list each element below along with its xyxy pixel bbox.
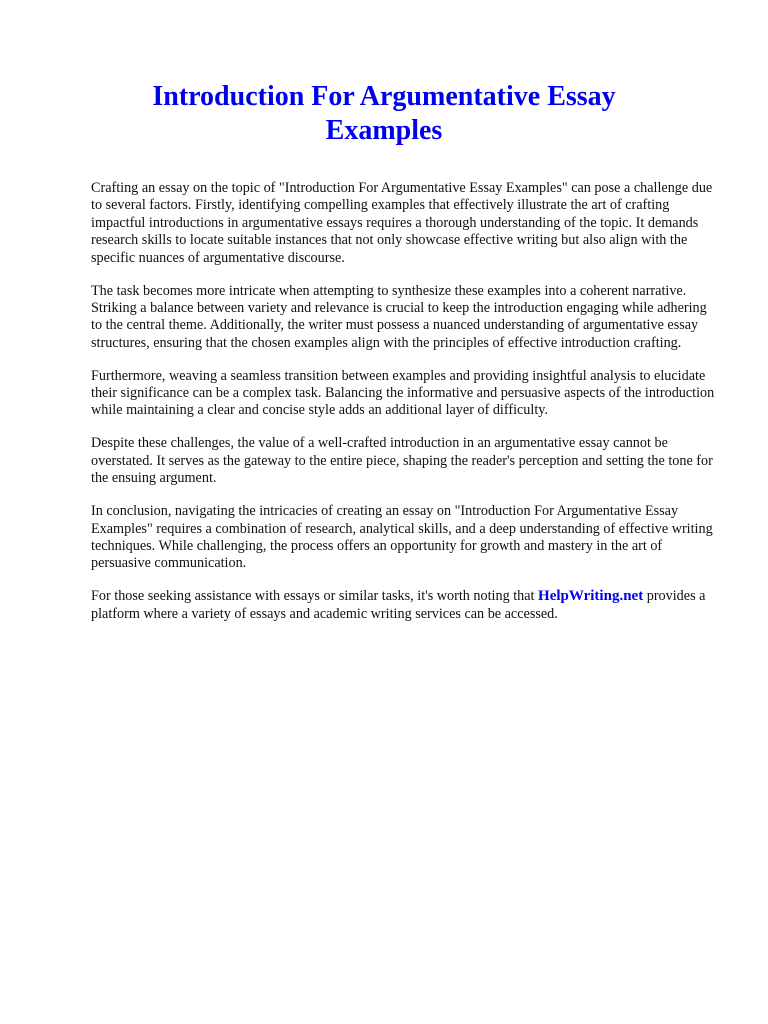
paragraph-6-text-before-link: For those seeking assistance with essays or similar tasks, it's worth noting that xyxy=(91,588,539,605)
paragraph-6 xyxy=(91,588,721,623)
document-body xyxy=(91,180,721,639)
paragraph-5: In conclusion, navigating the intricacies of creating an essay on "Introduction For Argumentative Essay Examples" requires a combination of research, analytical skills, and a deep understanding of effective writing techniques. While challenging, the process offers an opportunity for growth and mastery in the art of persuasive communication. xyxy=(91,503,713,572)
paragraph-4: Despite these challenges, the value of a well-crafted introduction in an argumentative essay cannot be overstated. It serves as the gateway to the entire piece, shaping the reader's perception and setting the tone for the ensuing argument. xyxy=(91,435,713,487)
helpwriting-link[interactable]: HelpWriting.net xyxy=(538,588,644,605)
paragraph-3: Furthermore, weaving a seamless transition between examples and providing insightful analysis to elucidate their significance can be a complex task. Balancing the informative and persuasive aspects of the introduction while maintaining a clear and concise style adds an additional layer of difficulty. xyxy=(91,367,715,419)
paragraph-2: The task becomes more intricate when attempting to synthesize these examples into a coherent narrative. Striking a balance between variety and relevance is crucial to keep the introduction engaging while adhering to the central theme. Additionally, the writer must possess a nuanced understanding of argumentative essay structures, ensuring that the chosen examples align with the principles of effective introduction crafting. xyxy=(91,282,707,351)
paragraph-1: Crafting an essay on the topic of "Introduction For Argumentative Essay Examples" can pose a challenge due to several factors. Firstly, identifying compelling examples that effectively illustrate the art of crafting impactful introductions in argumentative essays requires a thorough understanding of the topic. It demands research skills to locate suitable instances that not only showcase effective writing but also align with the specific nuances of argumentative discourse. xyxy=(91,180,713,266)
paragraph-6-text-after-link: provides a platform where a variety of essays and academic writing services can be accessed. xyxy=(91,588,706,622)
document-title: Introduction For Argumentative Essay Examples xyxy=(152,81,616,146)
